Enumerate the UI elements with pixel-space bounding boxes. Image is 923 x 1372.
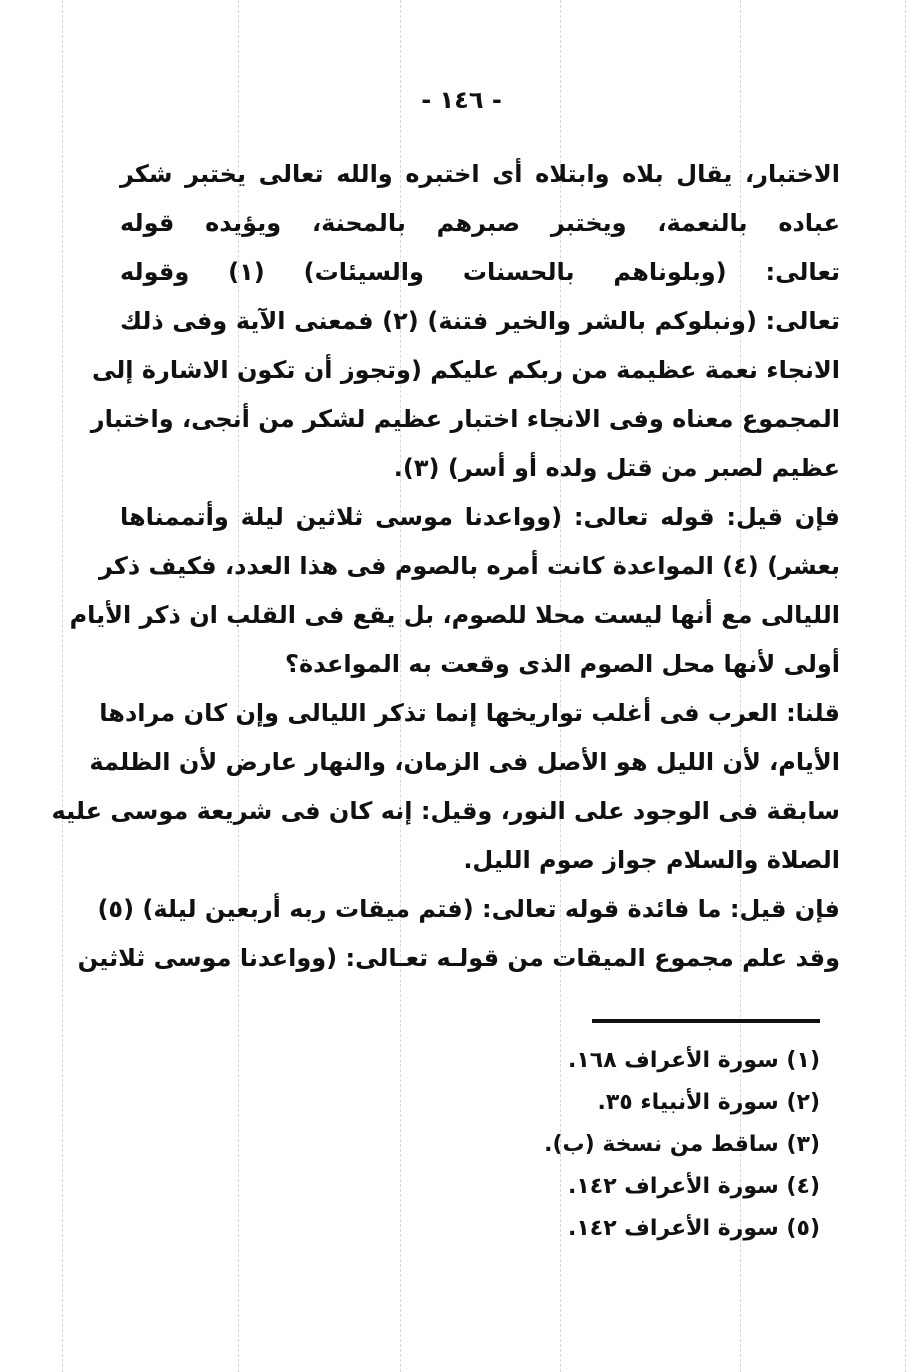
- text-line: الليالى مع أنها ليست محلا للصوم، بل يقع فى القلب ان ذكر الأيام: [69, 601, 840, 629]
- footnote: (٣) ساقط من نسخة (ب).: [544, 1132, 820, 1157]
- page-number: - ١٤٦ -: [421, 86, 502, 114]
- footnote: (٤) سورة الأعراف ١٤٢.: [567, 1174, 820, 1199]
- text-line: وقد علم مجموع الميقات من قولـه تعـالى: (وواعدنا موسى ثلاثين: [77, 944, 840, 972]
- text-line: عظيم لصبر من قتل ولده أو أسر) (٣).: [393, 454, 840, 482]
- text-line: قلنا: العرب فى أغلب تواريخها إنما تذكر الليالى وإن كان مرادها: [99, 699, 840, 727]
- scan-grid-line: [905, 0, 906, 1372]
- text-line: تعالى: (وبلوناهم بالحسنات والسيئات) (١) وقوله: [120, 258, 840, 286]
- footnote-separator: [592, 1019, 820, 1023]
- text-line: فإن قيل: ما فائدة قوله تعالى: (فتم ميقات ربه أربعين ليلة) (٥): [97, 895, 840, 923]
- text-line: الصلاة والسلام جواز صوم الليل.: [463, 846, 840, 874]
- text-line: عباده بالنعمة، ويختبر صبرهم بالمحنة، ويؤيده قوله: [120, 209, 840, 237]
- footnote: (٢) سورة الأنبياء ٣٥.: [597, 1090, 820, 1115]
- text-line: الاختبار، يقال بلاه وابتلاه أى اختبره والله تعالى يختبر شكر: [120, 160, 840, 188]
- text-line: الانجاء نعمة عظيمة من ربكم عليكم (وتجوز أن تكون الاشارة إلى: [92, 356, 840, 384]
- body-text: [51, 150, 841, 983]
- text-line: الأيام، لأن الليل هو الأصل فى الزمان، والنهار عارض لأن الظلمة: [89, 748, 840, 776]
- text-line: بعشر) (٤) المواعدة كانت أمره بالصوم فى هذا العدد، فكيف ذكر: [98, 552, 840, 580]
- text-line: أولى لأنها محل الصوم الذى وقعت به المواعدة؟: [285, 650, 840, 678]
- text-line: فإن قيل: قوله تعالى: (وواعدنا موسى ثلاثين ليلة وأتممناها: [120, 503, 840, 531]
- footnote: (٥) سورة الأعراف ١٤٢.: [567, 1216, 820, 1241]
- footnote: (١) سورة الأعراف ١٦٨.: [567, 1048, 820, 1073]
- text-line: سابقة فى الوجود على النور، وقيل: إنه كان فى شريعة موسى عليه: [51, 797, 840, 825]
- text-line: المجموع معناه وفى الانجاء اختبار عظيم لشكر من أنجى، واختبار: [90, 405, 840, 433]
- text-line: تعالى: (ونبلوكم بالشر والخير فتنة) (٢) فمعنى الآية وفى ذلك: [120, 307, 841, 335]
- scan-grid-line: [62, 0, 63, 1372]
- footnotes: [420, 1040, 820, 1250]
